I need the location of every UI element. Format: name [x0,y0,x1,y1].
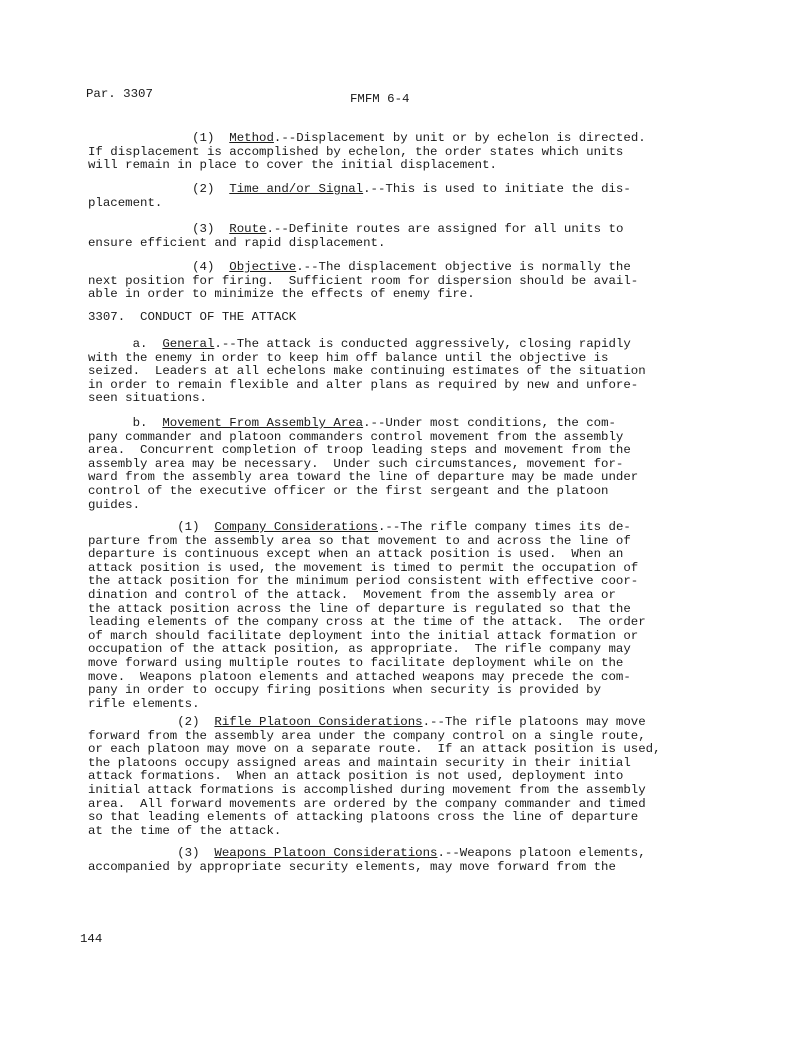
text-line: forward from the assembly area under the company control on a single route, [88,728,646,743]
text-line: departure is continuous except when an attack position is used. When an [88,547,624,562]
paragraph-weapons-platoon-considerations [88,847,663,874]
text-line: parture from the assembly area so that movement to and across the line of [88,533,631,548]
text-line: next position for firing. Sufficient room for dispersion should be avail- [88,273,639,288]
paragraph-heading: Company Considerations [214,520,378,534]
paragraph-heading: Weapons Platoon Considerations [214,846,438,860]
text-line: rifle elements. [88,696,200,711]
text-line: .--The rifle company times its de- [378,520,631,534]
text-line: ward from the assembly area toward the line of departure may be made under [88,470,639,485]
text-line: will remain in place to cover the initial displacement. [88,158,497,173]
text-line: the attack position across the line of departure is regulated so that the [88,601,631,616]
text-line: attack formations. When an attack position is not used, deployment into [88,769,624,784]
text-line: .--Under most conditions, the com- [363,416,616,430]
text-line: the attack position for the minimum period consistent with effective coor- [88,574,639,589]
paragraph-movement-assembly-area [88,417,663,512]
text-line: the platoons occupy assigned areas and maintain security in their initial [88,755,631,770]
text-line: leading elements of the company cross at the time of the attack. The order [88,615,646,630]
paragraph-indent: (2) [88,715,215,729]
text-line: occupation of the attack position, as appropriate. The rifle company may [88,642,631,657]
text-line: able in order to minimize the effects of enemy fire. [88,287,475,302]
paragraph-general [88,338,663,406]
text-line: .--Weapons platoon elements, [437,846,646,860]
text-line: .--Displacement by unit or by echelon is directed. [273,131,646,145]
paragraph-heading: Movement From Assembly Area [162,416,364,430]
text-line: ensure efficient and rapid displacement. [88,235,386,250]
paragraph-heading: General [162,337,215,351]
paragraph-heading: Route [229,222,267,236]
text-line: move. Weapons platoon elements and attached weapons may precede the com- [88,669,631,684]
paragraph-indent: a. [88,337,163,351]
text-line: .--This is used to initiate the dis- [363,182,631,196]
paragraph-objective [88,261,663,302]
paragraph-time-signal [88,183,663,210]
text-line: pany commander and platoon commanders control movement from the assembly [88,429,624,444]
paragraph-route [88,223,663,250]
text-line: with the enemy in order to keep him off balance until the objective is [88,350,609,365]
paragraph-indent: b. [88,416,163,430]
text-line: seen situations. [88,391,207,406]
text-line: seized. Leaders at all echelons make continuing estimates of the situation [88,364,646,379]
text-line: at the time of the attack. [88,823,282,838]
text-line: of march should facilitate deployment into the initial attack formation or [88,628,639,643]
paragraph-rifle-platoon-considerations [88,716,663,838]
paragraph-company-considerations [88,521,663,711]
text-line: pany in order to occupy firing positions when security is provided by [88,683,602,698]
paragraph-indent: (1) [88,131,230,145]
text-line: move forward using multiple routes to facilitate deployment while on the [88,655,624,670]
text-line: guides. [88,497,141,512]
text-line: .--The rifle platoons may move [422,715,646,729]
paragraph-indent: (2) [88,182,230,196]
page-number: 144 [80,932,103,946]
text-line: in order to remain flexible and alter plans as required by new and unfore- [88,377,639,392]
paragraph-heading: Method [229,131,274,145]
text-line: area. Concurrent completion of troop leading steps and movement from the [88,443,631,458]
section-title: 3307. CONDUCT OF THE ATTACK [88,310,297,324]
text-line: control of the executive officer or the first sergeant and the platoon [88,483,609,498]
manual-title: FMFM 6-4 [350,92,410,106]
text-line: area. All forward movements are ordered by the company commander and timed [88,796,646,811]
text-line: .--Definite routes are assigned for all units to [266,222,624,236]
text-line: so that leading elements of attacking platoons cross the line of departure [88,810,639,825]
paragraph-heading: Objective [229,260,297,274]
text-line: dination and control of the attack. Movement from the assembly area or [88,587,616,602]
paragraph-heading: Rifle Platoon Considerations [214,715,423,729]
paragraph-reference: Par. 3307 [86,87,153,101]
paragraph-method [88,132,663,173]
text-line: If displacement is accomplished by echelon, the order states which units [88,144,624,159]
text-line: .--The displacement objective is normally the [296,260,631,274]
text-line: accompanied by appropriate security elements, may move forward from the [88,859,616,874]
paragraph-heading: Time and/or Signal [229,182,364,196]
paragraph-indent: (3) [88,222,230,236]
text-line: or each platoon may move on a separate route. If an attack position is used, [88,742,661,757]
text-line: assembly area may be necessary. Under such circumstances, movement for- [88,456,624,471]
text-line: .--The attack is conducted aggressively, closing rapidly [214,337,631,351]
text-line: placement. [88,195,163,210]
paragraph-indent: (3) [88,846,215,860]
paragraph-indent: (4) [88,260,230,274]
text-line: attack position is used, the movement is timed to permit the occupation of [88,560,639,575]
text-line: initial attack formations is accomplished during movement from the assembly [88,782,646,797]
paragraph-indent: (1) [88,520,215,534]
